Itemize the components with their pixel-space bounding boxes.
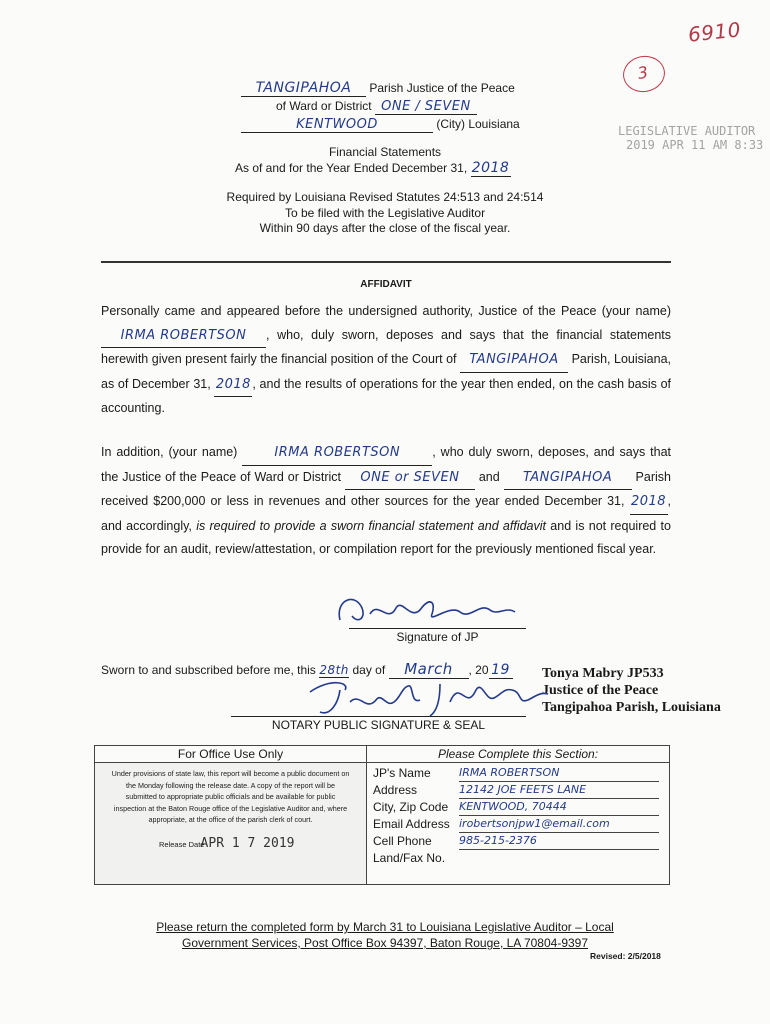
p1-name: IRMA ROBERTSON <box>101 324 266 349</box>
complete-field-value[interactable] <box>459 850 659 866</box>
p2-parish: TANGIPAHOA <box>504 466 632 491</box>
p2-ward: ONE or SEVEN <box>345 466 475 491</box>
complete-field-row <box>373 850 669 867</box>
return-line-2: Government Services, Post Office Box 94397, Baton Rouge, LA 70804-9397 <box>181 936 589 950</box>
requirement-block <box>185 190 585 237</box>
requirement-line-1: Required by Louisiana Revised Statutes 24:513 and 24:514 <box>226 190 544 204</box>
requirement-line-2: To be filed with the Legislative Auditor <box>284 205 486 220</box>
sworn-year: 19 <box>489 662 513 679</box>
p1-text-d: , and the results of operations for the year then ended, on the cash basis of accounting. <box>101 376 671 415</box>
notary-signature-label: NOTARY PUBLIC SIGNATURE & SEAL <box>271 718 486 732</box>
p1-text-a: Personally came and appeared before the undersigned authority, Justice of the Peace (your name) <box>101 304 671 318</box>
received-stamp-line2: 2019 APR 11 AM 8:33 <box>626 138 764 152</box>
notary-signature-line <box>231 716 526 717</box>
requirement-line-3: Within 90 days after the close of the fiscal year. <box>259 221 511 235</box>
complete-field-label: JP's Name <box>373 766 431 780</box>
jp-signature <box>330 590 530 630</box>
complete-field-label: Land/Fax No. <box>373 851 446 865</box>
complete-field-value[interactable]: 985-215-2376 <box>459 833 659 850</box>
return-instructions <box>95 919 675 951</box>
complete-section-heading: Please Complete this Section: <box>367 746 669 763</box>
complete-field-row <box>373 833 669 850</box>
header-city-line <box>241 117 520 133</box>
notary-stamp-line2: Justice of the Peace <box>542 683 659 698</box>
period-line <box>235 160 511 177</box>
p1-year: 2018 <box>214 373 252 398</box>
complete-section-fields <box>367 763 669 867</box>
complete-field-label: City, Zip Code <box>373 800 449 814</box>
release-date <box>95 826 366 851</box>
complete-field-label: Address <box>373 783 418 797</box>
received-stamp-line1: LEGISLATIVE AUDITOR <box>618 124 756 138</box>
notary-signature <box>290 672 560 722</box>
complete-field-label: Email Address <box>373 817 450 831</box>
sworn-text-c: , 20 <box>468 663 489 677</box>
p2-text-a: In addition, (your name) <box>101 445 238 459</box>
period-year: 2018 <box>471 160 510 176</box>
complete-section-cell <box>367 746 670 885</box>
office-use-table <box>94 745 670 885</box>
jp-signature-label: Signature of JP <box>396 630 479 644</box>
complete-field-value[interactable]: KENTWOOD, 70444 <box>459 799 659 816</box>
complete-field-label: Cell Phone <box>373 834 432 848</box>
p2-text-f: and is not required to provide for an audit, review/attestation, or compilation report for the previously mentioned fiscal year. <box>101 518 671 556</box>
return-line-1: Please return the completed form by March 31 to Louisiana Legislative Auditor – Local <box>156 920 614 934</box>
complete-field-row <box>373 765 669 782</box>
complete-field-row <box>373 816 669 833</box>
release-date-label: Release Date <box>159 839 205 849</box>
city-label: (City) Louisiana <box>436 117 520 131</box>
p2-text-e: , and accordingly, <box>101 494 671 533</box>
p2-text-d: Parish received $200,000 or less in revenues and other sources for the year ended December 31, <box>101 469 671 508</box>
p2-text-b: , who duly sworn, deposes, and says that the Justice of the Peace of Ward or District <box>101 445 671 484</box>
form-number: 6910 <box>686 17 743 47</box>
p1-parish: TANGIPAHOA <box>460 348 568 373</box>
jp-signature-line <box>349 628 526 629</box>
city-value: KENTWOOD <box>241 117 433 133</box>
p2-text-c: and <box>478 469 500 484</box>
statement-title: Financial Statements <box>328 145 442 159</box>
office-use-cell <box>95 746 367 885</box>
sworn-day: 28th <box>319 663 349 677</box>
period-label: As of and for the Year Ended December 31, <box>235 161 468 175</box>
p2-italic: is required to provide a sworn financial statement and affidavit <box>196 518 547 533</box>
ward-label: of Ward or District <box>276 99 372 113</box>
ward-value: ONE / SEVEN <box>375 99 477 115</box>
parish-label: Parish Justice of the Peace <box>369 81 515 95</box>
sworn-month: March <box>389 660 469 679</box>
p1-text-b: , who, duly sworn, deposes and says that the financial statements herewith given present fairly the financial position of the Court of <box>101 327 671 366</box>
sworn-text-b: day of <box>352 663 386 677</box>
notary-stamp-line1: Tonya Mabry JP533 <box>542 666 664 681</box>
header-parish-line <box>241 80 515 97</box>
notary-stamp <box>542 665 721 716</box>
p2-name: IRMA ROBERTSON <box>242 441 432 466</box>
complete-field-row <box>373 799 669 816</box>
office-use-heading: For Office Use Only <box>95 746 366 763</box>
received-stamp <box>618 124 763 152</box>
sworn-text-a: Sworn to and subscribed before me, this <box>101 663 316 677</box>
header-ward-line <box>276 99 477 115</box>
notary-stamp-line3: Tangipahoa Parish, Louisiana <box>542 700 721 715</box>
revised-date: Revised: 2/5/2018 <box>590 951 661 961</box>
affidavit-heading: AFFIDAVIT <box>360 279 412 290</box>
p2-year: 2018 <box>630 490 668 515</box>
affidavit-paragraph-1 <box>101 300 671 421</box>
parish-value: TANGIPAHOA <box>241 80 366 97</box>
circled-number-text: 3 <box>636 62 651 83</box>
affidavit-paragraph-2 <box>101 441 671 562</box>
circled-number <box>620 53 668 96</box>
p1-text-c: Parish, Louisiana, as of December 31, <box>101 352 672 391</box>
complete-field-value[interactable]: IRMA ROBERTSON <box>459 765 659 782</box>
complete-field-row <box>373 782 669 799</box>
header-divider <box>101 261 671 263</box>
complete-field-value[interactable]: 12142 JOE FEETS LANE <box>459 782 659 799</box>
release-date-value: APR 1 7 2019 <box>200 835 295 851</box>
office-use-notice: Under provisions of state law, this report will become a public document on the Monday following the release date. A copy of the report will be submitted to appropriate public officials and be available for public inspection at the Baton Rouge office of the Legislative Auditor and, where appropriate, at the office of the parish clerk of court. <box>111 769 350 824</box>
complete-field-value[interactable]: irobertsonjpw1@email.com <box>459 816 659 833</box>
